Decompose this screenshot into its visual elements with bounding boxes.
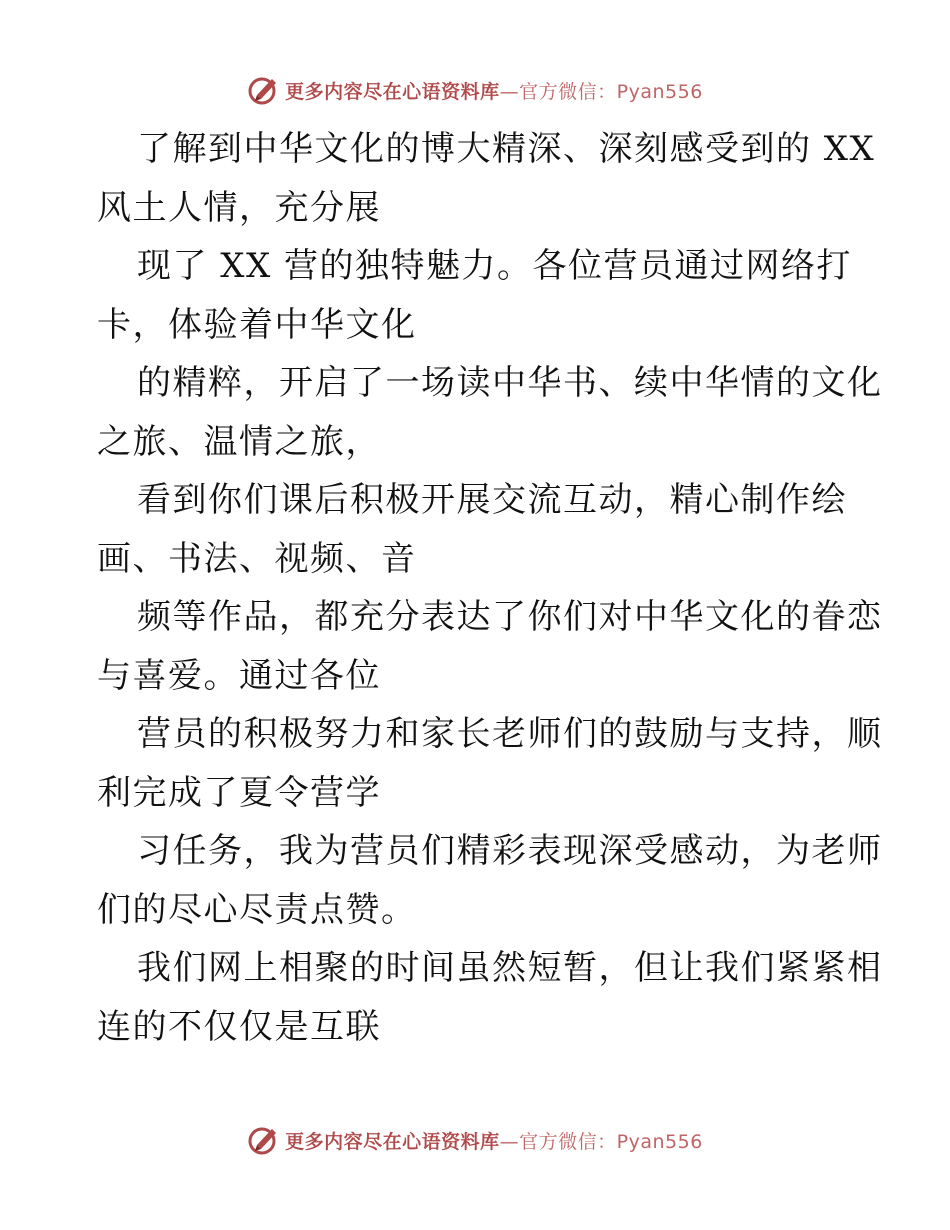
text-line: 我们网上相聚的时间虽然短暂，但让我们紧紧相 <box>137 948 883 988</box>
paragraph-5 <box>97 588 883 705</box>
footer-brand-text: 更多内容尽在心语资料库 <box>285 1130 500 1153</box>
paragraph-2 <box>97 237 857 354</box>
text-line: 现了 XX 营的独特魅力。各位营员通过网络打 <box>137 246 853 286</box>
paragraph-1 <box>97 120 876 237</box>
footer-contact-text: —官方微信：Pyan556 <box>499 1130 703 1153</box>
text-line: 之旅、温情之旅， <box>97 421 381 462</box>
text-line: 的精粹，开启了一场读中华书、续中华情的文化 <box>137 363 883 403</box>
document-body <box>97 120 883 1056</box>
text-line: 利完成了夏令营学 <box>97 772 381 813</box>
text-line: 看到你们课后积极开展交流互动，精心制作绘 <box>137 480 847 520</box>
paragraph-7 <box>97 822 883 939</box>
paragraph-4 <box>97 471 857 588</box>
footer-banner <box>0 1120 950 1160</box>
text-line: 连的不仅仅是互联 <box>97 1006 381 1047</box>
text-line: 们的尽心尽责点赞。 <box>97 889 417 930</box>
text-line: 与喜爱。通过各位 <box>97 655 381 696</box>
text-line: 频等作品，都充分表达了你们对中华文化的眷恋 <box>137 597 883 637</box>
paragraph-6 <box>97 705 883 822</box>
paragraph-8 <box>97 939 883 1056</box>
pen-nib-logo-icon <box>247 1123 281 1157</box>
pen-nib-logo-icon <box>247 73 281 107</box>
text-line: 习任务，我为营员们精彩表现深受感动，为老师 <box>137 831 883 871</box>
header-brand-text: 更多内容尽在心语资料库 <box>285 80 500 103</box>
text-line: 了解到中华文化的博大精深、深刻感受到的 XX <box>137 129 876 169</box>
text-line: 卡，体验着中华文化 <box>97 304 417 345</box>
text-line: 营员的积极努力和家长老师们的鼓励与支持，顺 <box>137 714 883 754</box>
text-line: 画、书法、视频、音 <box>97 538 417 579</box>
paragraph-3 <box>97 354 883 471</box>
header-banner <box>0 70 950 110</box>
text-line: 风土人情，充分展 <box>97 187 381 228</box>
header-contact-text: —官方微信：Pyan556 <box>499 80 703 103</box>
